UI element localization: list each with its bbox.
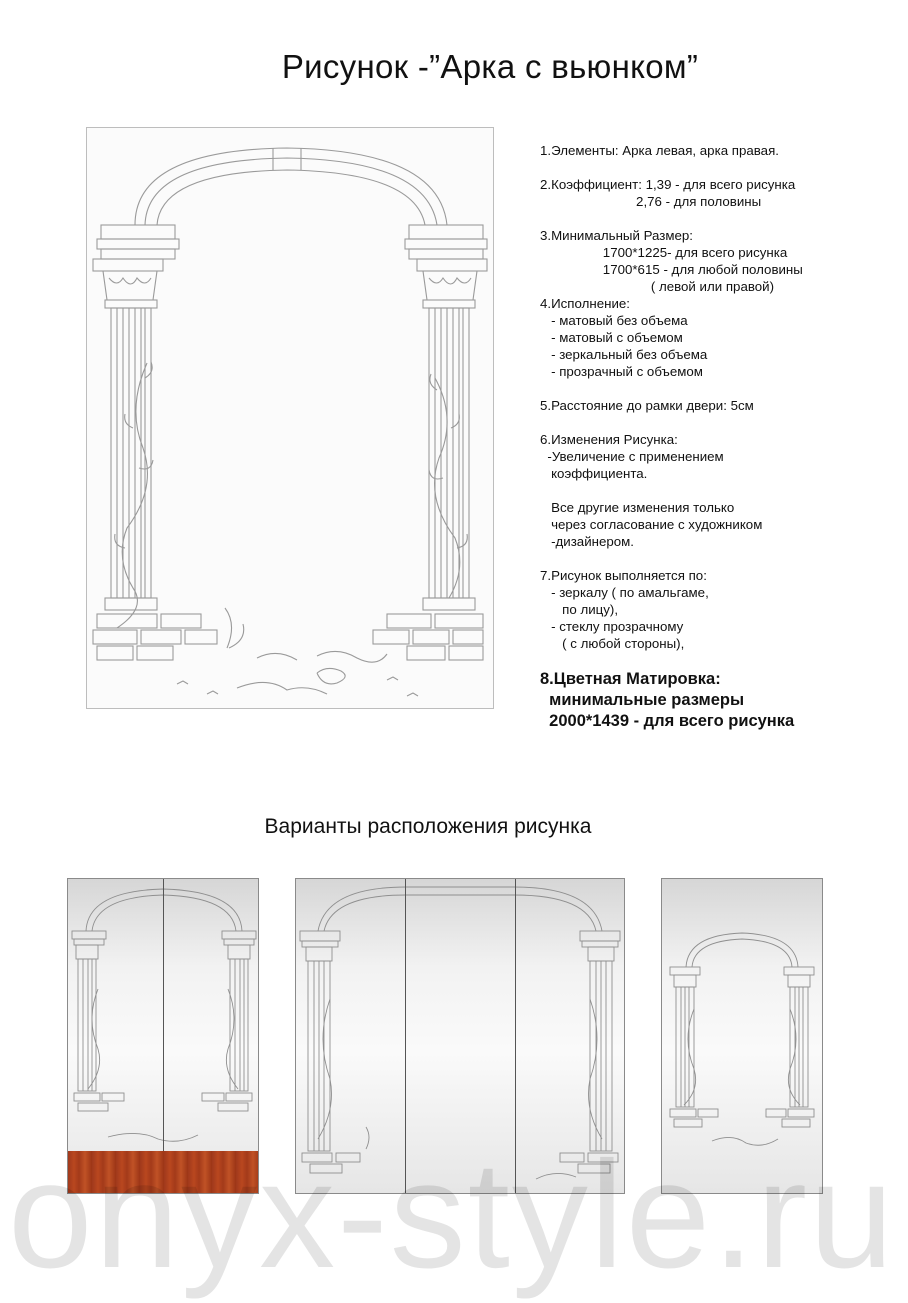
spec-line: - матовый без объема — [540, 313, 688, 328]
spec-line: -дизайнером. — [540, 534, 634, 549]
spec-line: 2.Коэффициент: 1,39 - для всего рисунка — [540, 177, 796, 192]
spec-line: 7.Рисунок выполняется по: — [540, 568, 707, 583]
spec-line — [540, 482, 900, 499]
page-title: Рисунок -”Арка с вьюнком” — [281, 48, 699, 85]
specification-text — [540, 142, 900, 732]
spec-line — [540, 550, 900, 567]
spec-bold-line: минимальные размеры — [540, 691, 745, 709]
spec-line: -Увеличение с применением — [540, 449, 724, 464]
spec-line: ( с любой стороны), — [540, 636, 685, 651]
spec-bold-line: 2000*1439 - для всего рисунка — [540, 712, 795, 730]
spec-line: - зеркальный без объема — [540, 347, 708, 362]
main-arch-drawing — [86, 127, 494, 709]
spec-line: - матовый с объемом — [540, 330, 683, 345]
spec-line: 4.Исполнение: — [540, 296, 630, 311]
spec-line: - зеркалу ( по амальгаме, — [540, 585, 709, 600]
spec-line: ( левой или правой) — [540, 279, 775, 294]
spec-bold-line: 8.Цветная Матировка: — [540, 670, 721, 688]
spec-line — [540, 414, 900, 431]
arch-illustration — [87, 128, 493, 708]
spec-line — [540, 159, 900, 176]
spec-line: 3.Минимальный Размер: — [540, 228, 694, 243]
spec-line — [540, 380, 900, 397]
spec-line: через согласование с художником — [540, 517, 763, 532]
spec-line: коэффициента. — [540, 466, 648, 481]
spec-line: 5.Расстояние до рамки двери: 5см — [540, 398, 754, 413]
spec-line: по лицу), — [540, 602, 619, 617]
spec-line — [540, 210, 900, 227]
spec-line: - стеклу прозрачному — [540, 619, 684, 634]
spec-line: Все другие изменения только — [540, 500, 735, 515]
spec-line: 2,76 - для половины — [540, 194, 762, 209]
spec-line — [540, 652, 900, 669]
spec-line: 1.Элементы: Арка левая, арка правая. — [540, 143, 779, 158]
spec-line: 1700*615 - для любой половины — [540, 262, 803, 277]
spec-line: 1700*1225- для всего рисунка — [540, 245, 788, 260]
watermark: onyx-style.ru — [8, 1130, 896, 1300]
spec-line: - прозрачный с объемом — [540, 364, 703, 379]
variants-title: Варианты расположения рисунка — [264, 815, 592, 838]
spec-line: 6.Изменения Рисунка: — [540, 432, 678, 447]
